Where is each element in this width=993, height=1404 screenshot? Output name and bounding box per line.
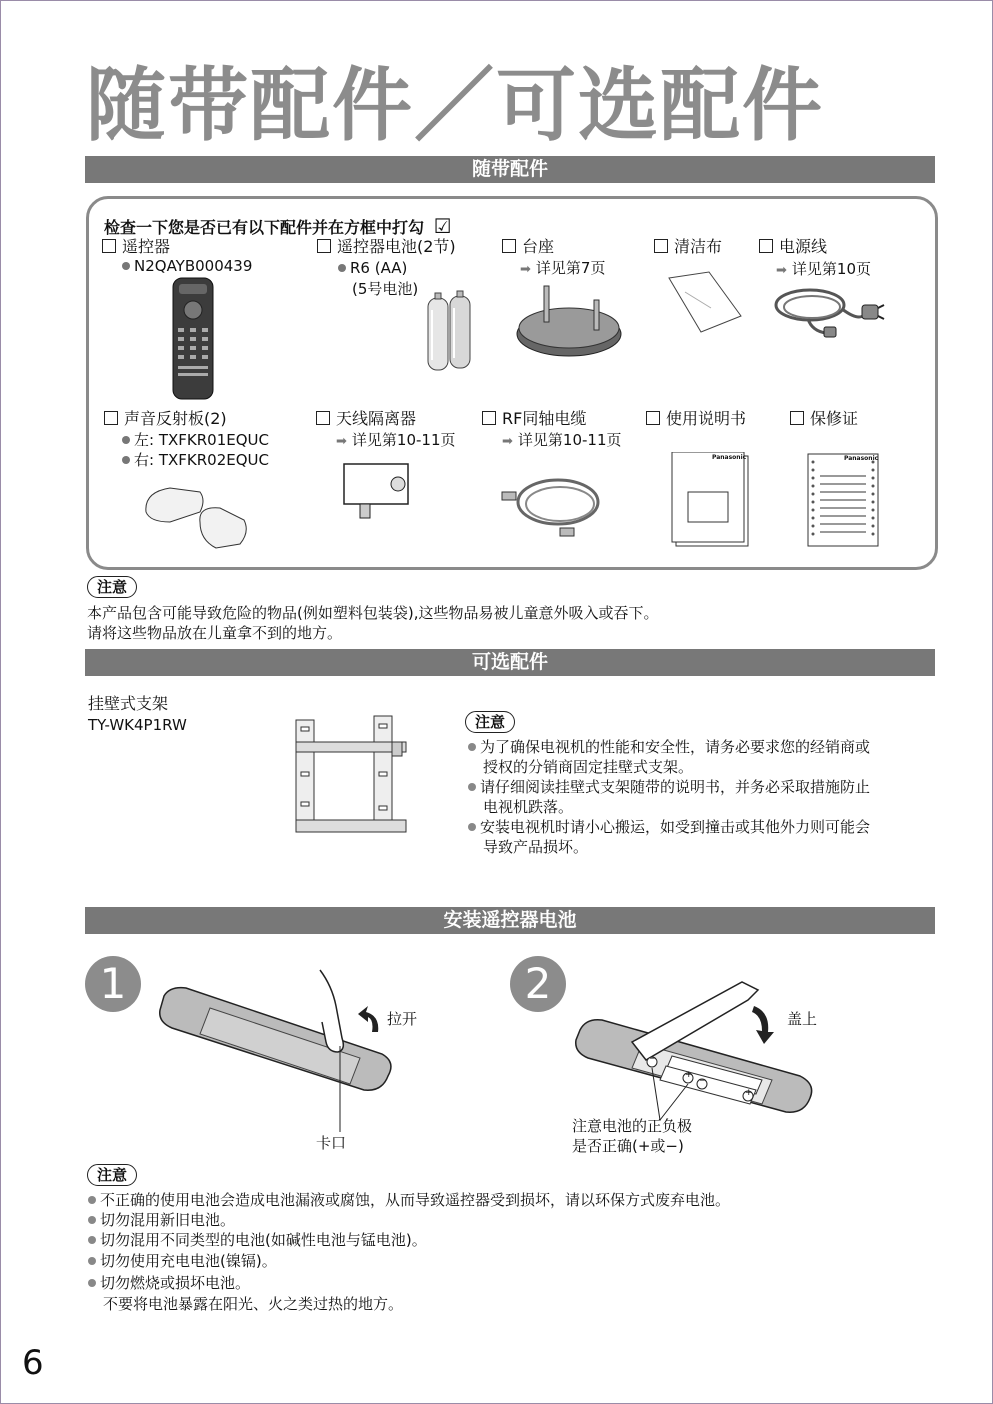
checkbox-icon[interactable] [317, 239, 331, 253]
step-2-badge: 2 [510, 956, 566, 1012]
pull-open-label: 拉开 [387, 1010, 418, 1028]
optional-bullet-2-cont: 电视机跌落。 [483, 798, 574, 816]
item-rf-cable: RF同轴电缆 [482, 409, 586, 429]
close-arrow-icon [750, 1004, 776, 1046]
checkbox-icon[interactable] [759, 239, 773, 253]
checkbox-icon[interactable] [104, 411, 118, 425]
checkbox-icon[interactable] [654, 239, 668, 253]
item-warranty: 保修证 [790, 409, 858, 429]
antenna-isolator-icon [342, 460, 412, 520]
checkbox-icon[interactable] [502, 239, 516, 253]
checkbox-icon[interactable] [646, 411, 660, 425]
battery-caution-5-cont: 不要将电池暴露在阳光、火之类过热的地方。 [103, 1295, 404, 1313]
polarity-note-line1: 注意电池的正负极 [572, 1117, 693, 1135]
battery-caution-3: 切勿混用不同类型的电池(如碱性电池与锰电池)。 [88, 1230, 427, 1250]
checkbox-icon[interactable] [790, 411, 804, 425]
caution-label-optional: 注意 [465, 711, 515, 733]
caution1-line1: 本产品包含可能导致危险的物品(例如塑料包装袋),这些物品易被儿童意外吸入或吞下。 [87, 604, 659, 622]
manual-brand: Panasonic [712, 454, 747, 461]
remote-control-icon [170, 276, 216, 401]
remote-back-open-icon [150, 966, 400, 1136]
optional-bullet-1: 为了确保电视机的性能和安全性，请务必要求您的经销商或 [468, 737, 870, 757]
section-header-battery: 安装遥控器电池 [85, 907, 935, 934]
catch-label: 卡口 [316, 1134, 347, 1152]
item-remote-model: N2QAYB000439 [122, 256, 252, 276]
item-reflector-left: 左: TXFKR01EQUC [122, 430, 269, 450]
optional-bullet-2: 请仔细阅读挂壁式支架随带的说明书，并务必采取措施防止 [468, 777, 870, 797]
warranty-brand: Panasonic [844, 455, 879, 462]
optional-bullet-1-cont: 授权的分销商固定挂壁式支架。 [483, 758, 694, 776]
item-cloth: 清洁布 [654, 237, 722, 257]
warranty-card-icon [806, 452, 880, 548]
minus-mark-2: − [699, 1076, 707, 1086]
section-header-supplied: 随带配件 [85, 156, 935, 183]
caution-label-battery: 注意 [87, 1164, 137, 1186]
remote-battery-compartment-icon [572, 980, 822, 1130]
item-power-cord-ref: ➡ 详见第10页 [776, 260, 871, 278]
polarity-note-line2: 是否正确(+或−) [572, 1137, 684, 1155]
power-cord-icon [772, 281, 887, 339]
checkbox-icon[interactable] [482, 411, 496, 425]
plus-mark-1: + [685, 1070, 693, 1080]
page-number: 6 [22, 1343, 44, 1383]
wall-bracket-model: TY-WK4P1RW [88, 716, 187, 734]
close-cover-label: 盖上 [787, 1010, 818, 1028]
checkbox-checked-icon: ☑ [433, 214, 452, 238]
manual-icon [670, 452, 750, 548]
item-reflector: 声音反射板(2) [104, 409, 227, 429]
stand-icon [514, 278, 624, 360]
item-antenna-isolator: 天线隔离器 [316, 409, 416, 429]
item-power-cord: 电源线 [759, 237, 827, 257]
caution-label: 注意 [87, 576, 137, 598]
plus-mark-2: + [745, 1088, 753, 1098]
item-rf-cable-ref: ➡ 详见第10-11页 [502, 431, 622, 449]
battery-caution-1: 不正确的使用电池会造成电池漏液或腐蚀，从而导致遥控器受到损坏，请以环保方式废弃电池。 [88, 1190, 730, 1210]
section-header-optional: 可选配件 [85, 649, 935, 676]
item-stand: 台座 [502, 237, 554, 257]
wall-bracket-icon [292, 712, 412, 842]
checklist-instruction: 检查一下您是否已有以下配件并在方框中打勾 ☑ [104, 214, 452, 238]
item-batteries: 遥控器电池(2节) [317, 237, 456, 257]
caution1-line2: 请将这些物品放在儿童拿不到的地方。 [87, 624, 343, 642]
optional-bullet-3-cont: 导致产品损坏。 [483, 838, 589, 856]
wall-bracket-name: 挂壁式支架 [88, 694, 169, 713]
pull-arrow-icon [356, 1004, 382, 1034]
cleaning-cloth-icon [665, 270, 745, 334]
checkbox-icon[interactable] [102, 239, 116, 253]
rf-cable-icon [498, 462, 608, 544]
battery-caution-5: 切勿燃烧或损坏电池。 [88, 1273, 250, 1293]
checkbox-icon[interactable] [316, 411, 330, 425]
optional-bullet-3: 安装电视机时请小心搬运，如受到撞击或其他外力则可能会 [468, 817, 870, 837]
item-reflector-right: 右: TXFKR02EQUC [122, 450, 269, 470]
page-title: 随带配件／可选配件 [86, 59, 824, 152]
step-1-badge: 1 [85, 956, 141, 1012]
battery-caution-4: 切勿使用充电电池(镍镉)。 [88, 1251, 277, 1271]
item-antenna-isolator-ref: ➡ 详见第10-11页 [336, 431, 456, 449]
item-stand-ref: ➡ 详见第7页 [520, 259, 606, 277]
item-batteries-size: (5号电池) [352, 280, 419, 298]
item-remote: 遥控器 [102, 237, 170, 257]
battery-caution-2: 切勿混用新旧电池。 [88, 1210, 235, 1230]
item-manual: 使用说明书 [646, 409, 746, 429]
minus-mark-1: − [649, 1054, 657, 1064]
batteries-icon [424, 290, 474, 372]
item-batteries-type: R6 (AA) [338, 258, 407, 278]
sound-reflectors-icon [140, 478, 255, 554]
